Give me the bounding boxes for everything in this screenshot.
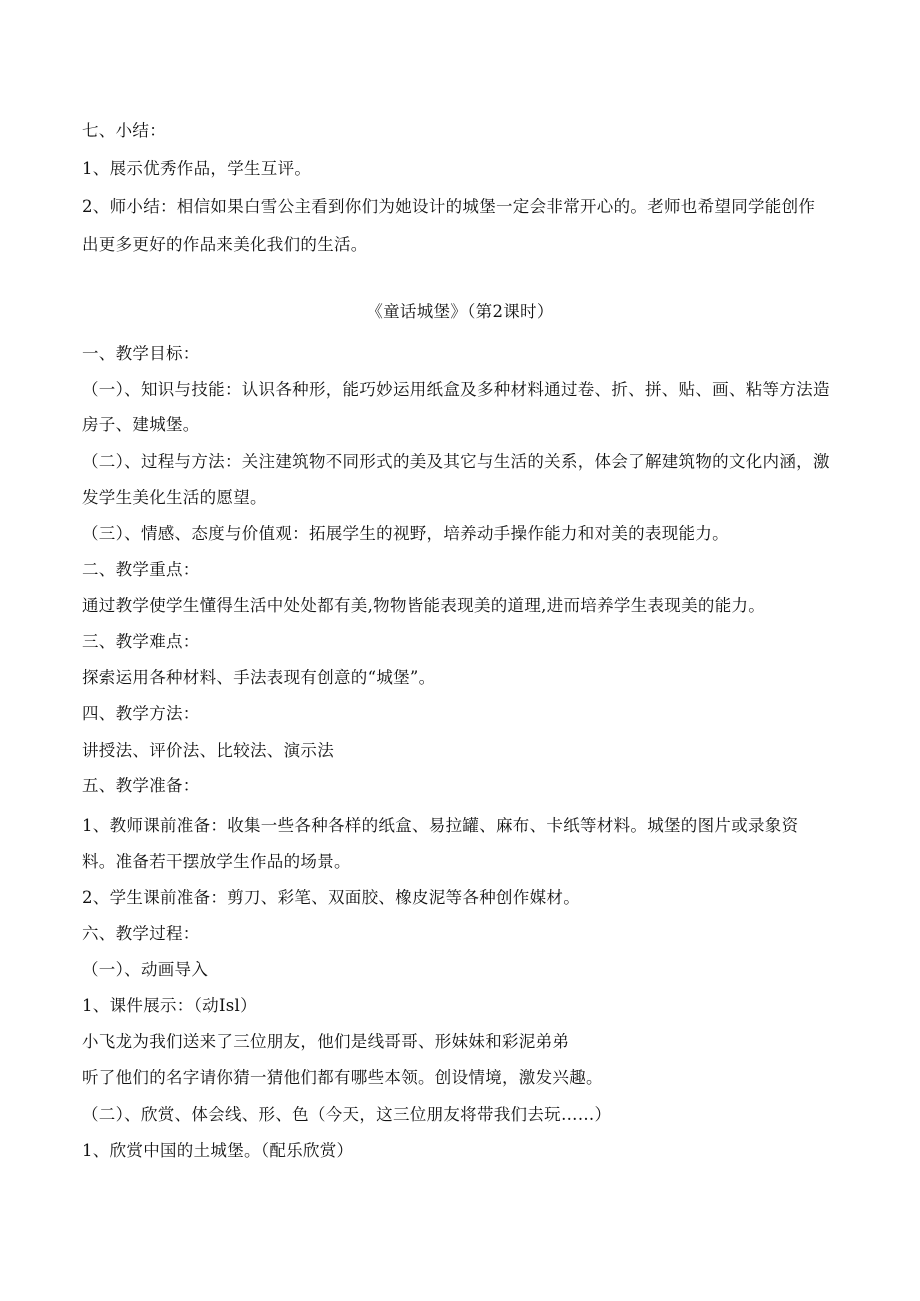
process-line: 1、课件展示：（动Isl） bbox=[82, 996, 257, 1015]
goal-line: 房子、建城堡。 bbox=[82, 415, 200, 434]
process-line: （一）、动画导入 bbox=[82, 960, 209, 979]
lesson-title: 《童话城堡》（第2课时） bbox=[366, 302, 554, 321]
summary-item: 2、师小结：相信如果白雪公主看到你们为她设计的城堡一定会非常开心的。老师也希望同学能创作 bbox=[82, 197, 816, 216]
preparation-line: 1、教师课前准备：收集一些各种各样的纸盒、易拉罐、麻布、卡纸等材料。城堡的图片或录象资 bbox=[82, 816, 799, 835]
process-heading: 六、教学过程： bbox=[82, 924, 200, 943]
difficulties-heading: 三、教学难点： bbox=[82, 632, 200, 651]
process-line: 小飞龙为我们送来了三位朋友，他们是线哥哥、形妹妹和彩泥弟弟 bbox=[82, 1032, 570, 1051]
methods-text: 讲授法、评价法、比较法、演示法 bbox=[82, 741, 334, 760]
goal-line: （一）、知识与技能：认识各种形，能巧妙运用纸盒及多种材料通过卷、折、拼、贴、画、粘等方法造 bbox=[82, 380, 830, 399]
preparation-heading: 五、教学准备： bbox=[82, 776, 200, 795]
goal-line: （三）、情感、态度与价值观：拓展学生的视野，培养动手操作能力和对美的表现能力。 bbox=[82, 524, 729, 543]
goal-line: 发学生美化生活的愿望。 bbox=[82, 488, 267, 507]
key-points-text: 通过教学使学生懂得生活中处处都有美,物物皆能表现美的道理,进而培养学生表现美的能力。 bbox=[82, 596, 766, 615]
process-line: 听了他们的名字请你猜一猜他们都有哪些本领。创设情境，激发兴趣。 bbox=[82, 1068, 603, 1087]
process-line: 1、欣赏中国的土城堡。（配乐欣赏） bbox=[82, 1141, 354, 1160]
key-points-heading: 二、教学重点： bbox=[82, 560, 200, 579]
difficulties-text: 探索运用各种材料、手法表现有创意的“城堡”。 bbox=[82, 668, 436, 687]
process-line: （二）、欣赏、体会线、形、色（今天，这三位朋友将带我们去玩……） bbox=[82, 1105, 612, 1124]
summary-item: 出更多更好的作品来美化我们的生活。 bbox=[82, 235, 368, 254]
summary-item: 1、展示优秀作品，学生互评。 bbox=[82, 159, 312, 178]
preparation-line: 2、学生课前准备：剪刀、彩笔、双面胶、橡皮泥等各种创作媒材。 bbox=[82, 888, 580, 907]
methods-heading: 四、教学方法： bbox=[82, 704, 200, 723]
preparation-line: 料。准备若干摆放学生作品的场景。 bbox=[82, 852, 351, 871]
summary-heading: 七、小结： bbox=[82, 121, 166, 140]
goal-line: （二）、过程与方法：关注建筑物不同形式的美及其它与生活的关系，体会了解建筑物的文化内涵，激 bbox=[82, 452, 830, 471]
goals-heading: 一、教学目标： bbox=[82, 344, 200, 363]
